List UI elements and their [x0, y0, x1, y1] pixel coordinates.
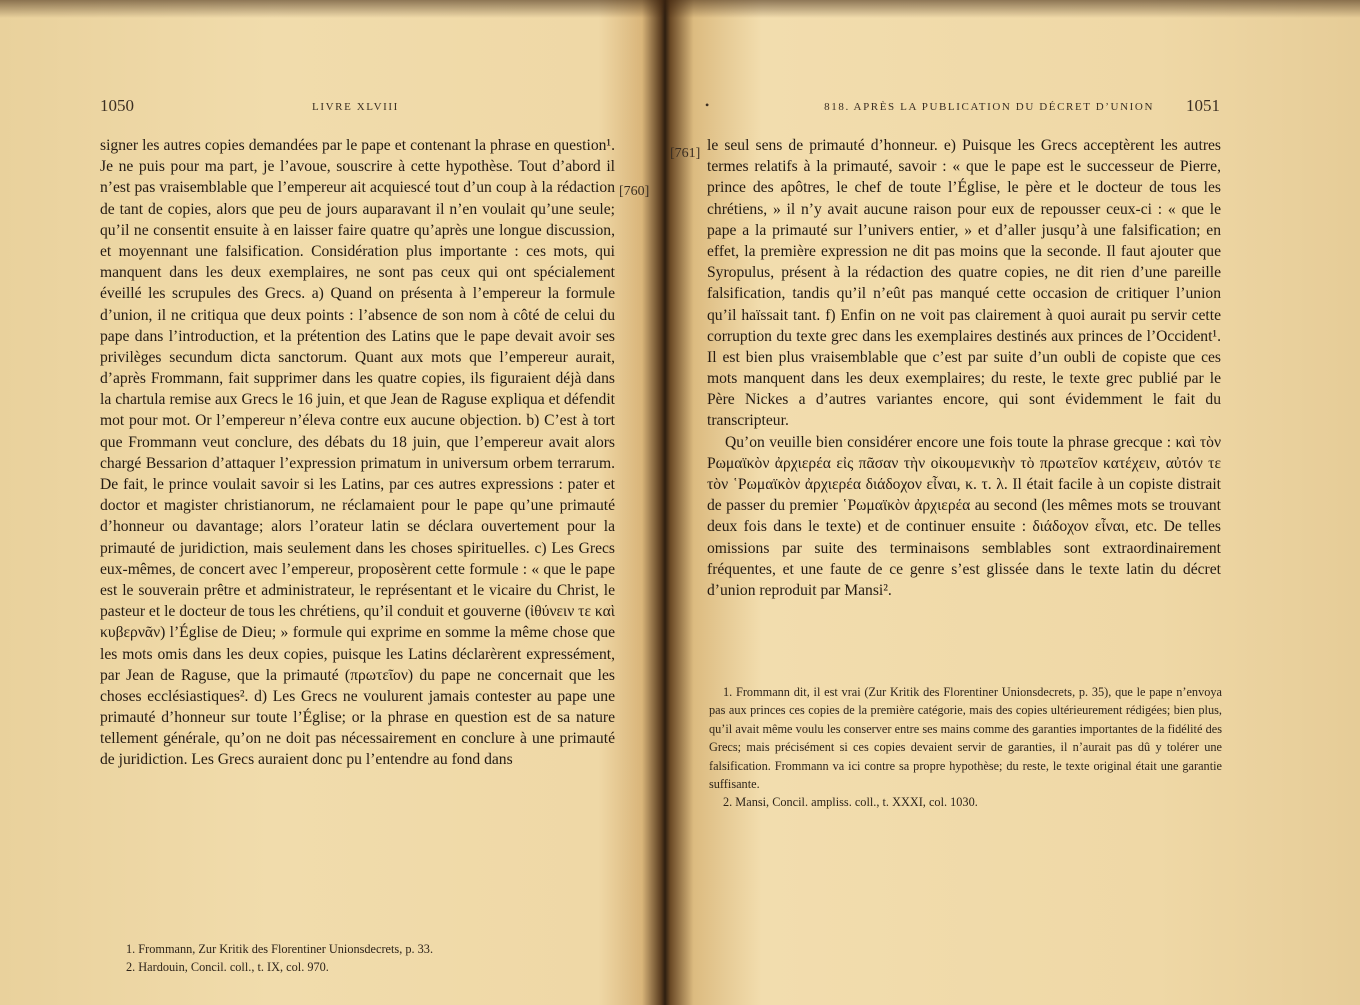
- right-body-text: [707, 135, 1221, 601]
- paragraph: le seul sens de primauté d’honneur. e) Puisque les Grecs acceptèrent les autres termes relatifs à la primauté, savoir : « que le pape est le successeur de Pierre, prince des apôtres, le chef de toute l’Église, le père et le docteur de tous les chrétiens, » il n’y avait aucune raison pour eux de repousser ceux-ci : « que le pape a la primauté sur l’univers entier, » et d’aller jusqu’à une falsification; en effet, la première expression ne dit pas moins que la seconde. Il faut ajouter que Syropulus, présent à la rédaction des quatre copies, ne dit rien d’une pareille falsification, tandis qu’il n’eût pas manqué cette occasion de critiquer l’union qu’il haïssait tant. f) Enfin on ne voit pas clairement à quoi aurait pu servir cette corruption du texte grec dans les exemplaires destinés aux princes de l’Occident¹. Il est bien plus vraisemblable que c’est par suite d’un oubli de copiste que ces mots manquent dans les deux exemplaires; du reste, le texte grec publié par le Père Nickes a d’autres variantes encore, qui sont évidemment le fait du transcripteur.: [707, 137, 1221, 430]
- left-page-header: [100, 96, 615, 118]
- footnote: 1. Frommann, Zur Kritik des Florentiner Unionsdecrets, p. 33.: [126, 942, 434, 956]
- page-number: 1051: [1186, 96, 1220, 115]
- right-footnotes: [709, 683, 1222, 812]
- header-mark: •: [705, 98, 710, 112]
- running-head: LIVRE XLVIII: [312, 101, 399, 113]
- right-page-header: [705, 96, 1220, 118]
- margin-reference: [760]: [619, 184, 650, 199]
- footnote: 1. Frommann dit, il est vrai (Zur Kritik des Florentiner Unionsdecrets, p. 35), que le pape n’envoya pas aux princes ces copies de la première catégorie, mais des copies ultérieurement rédigées; bien plus, qu’il avait même voulu les conserver entre ses mains comme des garanties importantes de la fidélité des Grecs; mais précisément si ces copies devaient servir de garanties, il n’aurait pas dû y tolérer une falsification. Frommann va ici contre sa propre hypothèse; du reste, le texte original était une garantie suffisante.: [709, 685, 1222, 792]
- footnote: 2. Hardouin, Concil. coll., t. IX, col. 970.: [126, 960, 329, 975]
- left-footnotes: [112, 940, 612, 977]
- left-page: [0, 0, 650, 1005]
- paragraph: Qu’on veuille bien considérer encore une fois toute la phrase grecque : καὶ τὸν Ρωμαϊκὸν ἀρχιερέα εἰς πᾶσαν τὴν οἰκουμενικὴν τὸ πρωτεῖον κατέχειν, αὐτόν τε τὸν ῾Ρωμαϊκὸν ἀρχιερέα διάδοχον εἶναι, κ. τ. λ. Il était facile à un copiste distrait de passer du premier ῾Ρωμαϊκὸν ἀρχιερέα au second (les mêmes mots se trouvant deux fois dans le texte) et de continuer ensuite : διάδοχον εἶναι, etc. De telles omissions par suite des terminaisons semblables sont extraordinairement fréquentes, et une faute de ce genre s’est glissée dans le texte latin du décret d’union reproduit par Mansi².: [707, 433, 1221, 599]
- running-head: 818. APRÈS LA PUBLICATION DU DÉCRET D’UNION: [824, 101, 1154, 113]
- left-body-text: [100, 135, 615, 771]
- margin-reference: [761]: [670, 146, 701, 161]
- right-page: [665, 0, 1360, 1005]
- page-number: 1050: [100, 96, 134, 115]
- paragraph: signer les autres copies demandées par le pape et contenant la phrase en question¹. Je ne puis pour ma part, je l’avoue, souscrire à cette hypothèse. Tout d’abord il n’est pas vraisemblable que l’empereur ait acquiescé tout d’un coup à la rédaction de tant de copies, alors que peu de jours auparavant il n’en voulait qu’une seule; qu’il ne consentit ensuite à en laisser faire quatre qu’après une longue discussion, et moyennant une falsification. Considération plus importante : ces mots, qui manquent dans les deux exemplaires, ne sont pas ceux qui ont spécialement éveillé les scrupules des Grecs. a) Quand on présenta à l’empereur la formule d’union, il ne critiqua que deux points : l’absence de son nom à côté de celui du pape dans l’introduction, et la prétention des Latins que le pape devait avoir ses privilèges secundum dicta sanctorum. Quant aux mots que l’empereur aurait, d’après Frommann, fait supprimer dans les quatre copies, ils figuraient déjà dans la chartula remise aux Grecs le 16 juin, et que Jean de Raguse expliqua et défendit mot pour mot. Or l’empereur n’éleva contre eux aucune objection. b) C’est à tort que Frommann veut conclure, des débats du 18 juin, que l’empereur avait alors chargé Bessarion d’attaquer l’expression primatum in universum orbem terrarum. De fait, le prince voulait savoir si les Latins, par ces autres expressions : pater et doctor et magister christianorum, ne réclamaient pour le pape qu’une primauté d’honneur ou davantage; alors l’orateur latin se déclara ouvertement pour la primauté de juridiction, mais seulement dans les choses spirituelles. c) Les Grecs eux-mêmes, de concert avec l’empereur, proposèrent cette formule : « que le pape est le souverain prêtre et administrateur, le représentant et le vicaire du Christ, le pasteur et le docteur de tous les chrétiens, qu’il conduit et gouverne (ἰθύνειν τε καὶ κυβερνᾶν) l’Église de Dieu; » formule qui exprime en somme la même chose que les mots omis dans les deux copies, puisque les Latins déclarèrent expressément, par Jean de Raguse, que la primauté (πρωτεῖον) du pape ne concernait que les choses ecclésiastiques². d) Les Grecs ne voulurent jamais contester au pape une primauté d’honneur sur toute l’Église; or la phrase en question est de sa nature tellement générale, qu’on ne doit pas nécessairement en conclure à une primauté de juridiction. Les Grecs auraient donc pu l’entendre au fond dans: [100, 137, 615, 769]
- footnote: 2. Mansi, Concil. ampliss. coll., t. XXXI, col. 1030.: [723, 795, 978, 810]
